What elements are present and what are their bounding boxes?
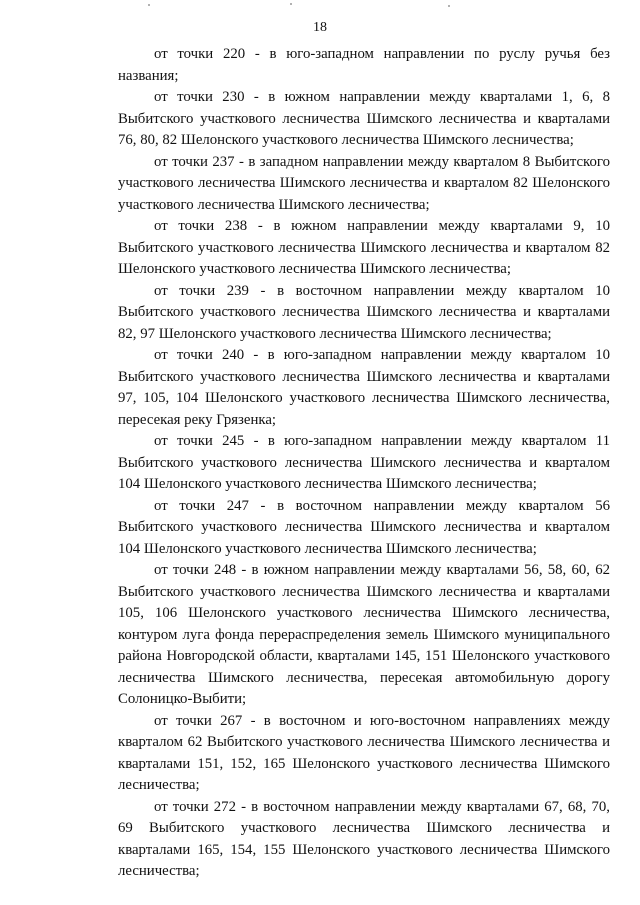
paragraph: от точки 220 - в юго-западном направлении по руслу ручья без названия;: [118, 46, 610, 84]
paragraph: от точки 230 - в южном направлении между кварталами 1, 6, 8 Выбитского участкового лесничества Шимского лесничества и кварталами 76, 80, 82 Шелонского участкового лесничества Шимского лесничества;: [118, 89, 610, 148]
paragraph: от точки 272 - в восточном направлении между кварталами 67, 68, 70, 69 Выбитского участкового лесничества Шимского лесничества и кварталами 165, 154, 155 Шелонского участкового лесничества Шимского лесничества;: [118, 798, 610, 879]
paragraph: от точки 267 - в восточном и юго-восточном направлениях между кварталом 62 Выбитского участкового лесничества Шимского лесничества и кварталами 151, 152, 165 Шелонского участкового лесничества Шимского лесничества;: [118, 712, 610, 793]
document-body: [118, 44, 610, 883]
paragraph: от точки 248 - в южном направлении между кварталами 56, 58, 60, 62 Выбитского участкового лесничества Шимского лесничества и кварталами 105, 106 Шелонского участкового лесничества Шимского лесничества, контуром луга фонда перераспределения земель Шимского муниципального района Новгородской области, кварталами 145, 151 Шелонского участкового лесничества Шимского лесничества, пересекая автомобильную дорогу Солоницко-Выбити;: [118, 562, 610, 707]
paragraph: от точки 240 - в юго-западном направлении между кварталом 10 Выбитского участкового лесничества Шимского лесничества и кварталами 97, 105, 104 Шелонского участкового лесничества Шимского лесничества, пересекая реку Грязенка;: [118, 347, 610, 428]
paragraph: от точки 238 - в южном направлении между кварталами 9, 10 Выбитского участкового лесничества Шимского лесничества и кварталом 82 Шелонского участкового лесничества Шимского лесничества;: [118, 218, 610, 277]
paragraph: от точки 237 - в западном направлении между кварталом 8 Выбитского участкового лесничества Шимского лесничества и кварталом 82 Шелонского участкового лесничества Шимского лесничества;: [118, 153, 610, 213]
scan-speck: [148, 4, 150, 6]
paragraph: от точки 239 - в восточном направлении между кварталом 10 Выбитского участкового лесничества Шимского лесничества и кварталами 82, 97 Шелонского участкового лесничества Шимского лесничества;: [118, 282, 610, 342]
page-number: 18: [313, 20, 327, 35]
paragraph: от точки 247 - в восточном направлении между кварталом 56 Выбитского участкового лесничества Шимского лесничества и кварталом 104 Шелонского участкового лесничества Шимского лесничества;: [118, 497, 610, 557]
scan-speck: [448, 5, 450, 7]
paragraph: от точки 245 - в юго-западном направлении между кварталом 11 Выбитского участкового лесничества Шимского лесничества и кварталом 104 Шелонского участкового лесничества Шимского лесничества;: [118, 433, 610, 492]
scan-speck: [290, 3, 292, 5]
